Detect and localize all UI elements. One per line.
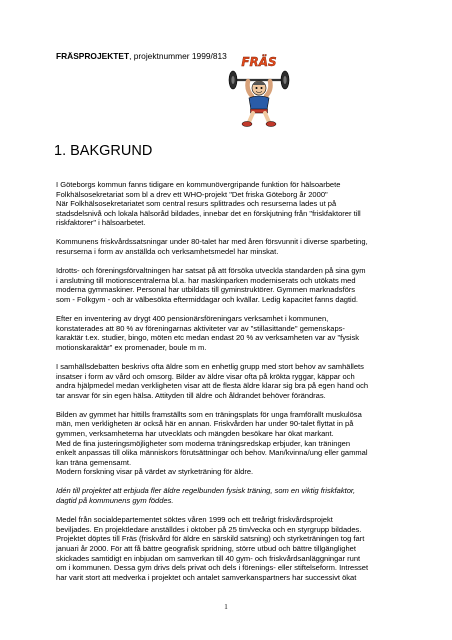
text-line: Projektet döptes till Fräs (friskvård för äldre en särskild satsning) och styrketräningen tog fart [56,534,365,544]
text-line: skickades samtidigt en inbjudan om samverkan till 40 gym- och friskvårdsanläggningar runt [56,553,361,563]
text-line: stadsdelsnivå och lokala hälsoråd bildades, innebar det en förskjutning från "friskfaktorer till [56,208,361,218]
text-line: i anslutning till motionscentralerna bl.a. har maskinparken moderniserats och utökats med [56,275,356,285]
text-line: som - Folkgym - och är välbesökta eftermiddagar och kvällar. Ledig kapacitet fanns dagtid. [56,294,359,304]
paragraph [56,180,402,228]
text-line: män, men verkligheten är också här en annan. Friskvården har under 90-talet flyttat in på [56,419,354,429]
text-line: andra hjälpmedel medan verkligheten visar att de flesta äldre klarar sig bra på egen hand och [56,381,369,391]
text-line: Kommunens friskvårdssatsningar under 80-talet har med åren försvunnit i diverse sparbeting, [56,237,368,247]
text-line: resurserna i form av anställda och verksamhetsmedel har minskat. [56,247,279,257]
text-line: I samhällsdebatten beskrivs ofta äldre som en enhetlig grupp med stort behov av samhällets [56,361,364,371]
text-line: gymmen, verksamheterna har utvecklats och mängden besökare har ökat markant. [56,428,334,438]
text-line: konstaterades att 80 % av föreningarnas aktiviteter var av "stillasittande" gemenskaps- [56,323,345,333]
project-name: FRÄSPROJEKTET [56,51,130,61]
text-line: dagtid på kommunens gym föddes. [56,496,174,506]
project-header [56,51,227,62]
paragraph [56,266,402,304]
text-line: enkelt anpassas till olika människors förutsättningar och behov. Man/kvinna/ung eller gammal [56,448,368,458]
text-line: beviljades. En projektledare anställdes i oktober på 25 tim/vecka och en styrgrupp bildades. [56,524,362,534]
text-line: Idrotts- och föreningsförvaltningen har satsat på att försöka utveckla standarden på sina gym [56,266,366,276]
text-line: januari år 2000. För att få bättre geografisk spridning, större utbud och bättre tillgänglighet [56,543,356,553]
text-line: kan träna gemensamt. [56,457,132,467]
text-line: Idén till projektet att erbjuda fler äldre regelbunden fysisk träning, som en viktig friskfaktor, [56,486,356,496]
fras-logo [226,54,292,128]
paragraph [56,410,402,477]
text-line: Efter en inventering av drygt 400 pensionärsföreningars verksamhet i kommunen, [56,314,329,324]
text-line: Bilden av gymmet har hittills framställts som en träningsplats för unga framförallt muskulösa [56,409,362,419]
paragraph [56,237,402,256]
paragraph [56,314,402,352]
text-line: Med de fina justeringsmöjligheter som moderna träningsredskap erbjuder, kan träningen [56,438,351,448]
text-line: Folkhälsosekretariat som bl a drev ett WHO-projekt "Det friska Göteborg år 2000" [56,189,328,199]
project-number: , projektnummer 1999/813 [129,51,227,61]
text-line: har varit stort att medverka i projektet och antalet samverkanspartners har successivt ökat [56,572,357,582]
text-line: insatser i form av vård och omsorg. Bilder av äldre visar ofta på krökta ryggar, käppar och [56,371,355,381]
text-line: I Göteborgs kommun fanns tidigare en kommunövergripande funktion för hälsoarbete [56,180,341,189]
text-line: riskfaktorer" i hälsoarbetet. [56,218,146,228]
paragraph [56,362,402,400]
paragraph [56,515,402,582]
paragraph [56,486,402,505]
text-line: Medel från socialdepartementet söktes våren 1999 och ett treårigt friskvårdsprojekt [56,515,333,525]
text-line: moderna gymmaskiner. Personal har utbildats till gyminstruktörer. Gymmen marknadsförs [56,285,356,295]
text-line: motionskaraktär" ex promenader, boule m m. [56,342,207,352]
text-line: tar ansvar för sin egen hälsa. Attityden till äldre och åldrandet behöver förändras. [56,390,326,400]
text-line: När Folkhälsosekretariatet som central resurs splittrades och resurserna lades ut på [56,199,337,209]
text-line: om i kommunen. Dessa gym drivs dels privat och dels i förenings- eller stiftelseform. Intresset [56,563,369,573]
body-text [56,180,402,592]
weightlifter-icon [226,54,292,128]
section-heading: 1. BAKGRUND [54,143,153,159]
text-line: karaktär t.ex. studier, bingo, möten etc medan endast 20 % av verksamheten var av "fysisk [56,333,360,343]
text-line: Modern forskning visar på värdet av styrketräning för äldre. [56,467,254,477]
page-number: 1 [224,603,228,611]
svg-text:FRÄS: FRÄS [241,55,277,69]
